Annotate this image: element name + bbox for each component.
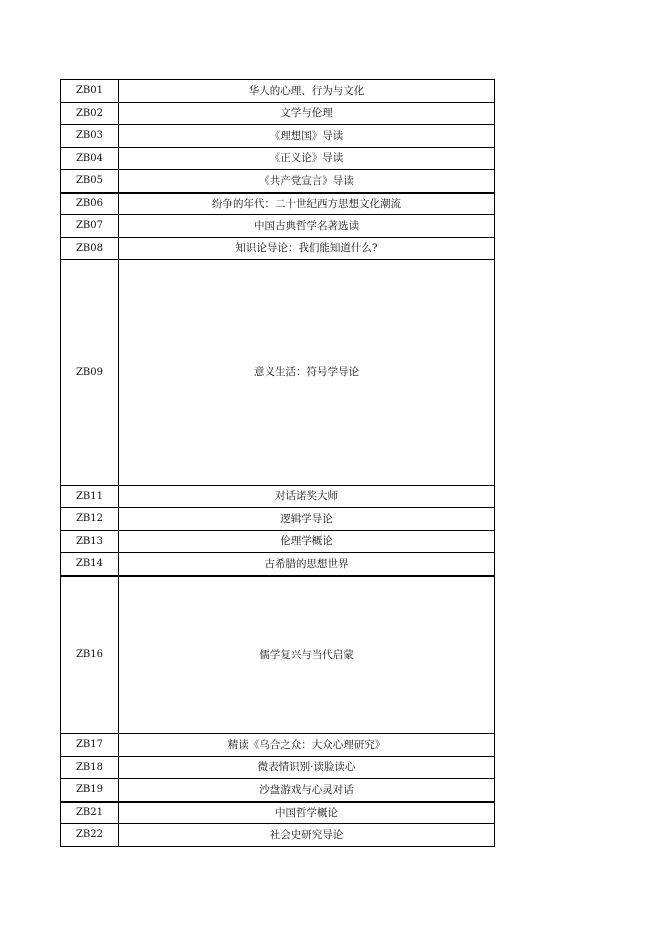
table-row [61,80,495,103]
table-row [61,553,495,576]
course-code-cell[interactable]: ZB18 [61,757,119,779]
course-code-cell[interactable]: ZB03 [61,125,119,148]
table-row [61,215,495,238]
course-name-cell[interactable]: 对话诺奖大师 [119,486,495,508]
course-code-cell[interactable]: ZB14 [61,553,119,576]
course-name-cell[interactable]: 《理想国》导读 [119,125,495,148]
course-name-cell[interactable]: 中国哲学概论 [119,802,495,824]
course-name-cell[interactable]: 文学与伦理 [119,103,495,125]
course-name-cell[interactable]: 社会史研究导论 [119,824,495,847]
course-name-cell[interactable]: 中国古典哲学名著选读 [119,215,495,238]
course-name-cell[interactable]: 沙盘游戏与心灵对话 [119,779,495,802]
table-row [61,802,495,824]
course-code-cell[interactable]: ZB22 [61,824,119,847]
course-name-cell[interactable]: 逻辑学导论 [119,508,495,531]
table-row [61,508,495,531]
table-row [61,103,495,125]
course-code-cell[interactable]: ZB19 [61,779,119,802]
course-code-cell[interactable]: ZB02 [61,103,119,125]
course-code-cell[interactable]: ZB08 [61,238,119,260]
table-row [61,486,495,508]
course-name-cell[interactable]: 华人的心理、行为与文化 [119,80,495,103]
course-code-cell[interactable]: ZB21 [61,802,119,824]
table-row [61,576,495,734]
table-row [61,125,495,148]
course-name-cell[interactable]: 伦理学概论 [119,531,495,553]
course-name-cell[interactable]: 《正义论》导读 [119,148,495,170]
course-code-cell[interactable]: ZB12 [61,508,119,531]
course-name-cell[interactable]: 纷争的年代：二十世纪西方思想文化潮流 [119,193,495,215]
table-row [61,170,495,193]
table-row [61,531,495,553]
course-code-cell[interactable]: ZB16 [61,576,119,734]
course-name-cell[interactable]: 微表情识别·读脸读心 [119,757,495,779]
table-row [61,193,495,215]
course-name-cell[interactable]: 古希腊的思想世界 [119,553,495,576]
table-row [61,238,495,260]
course-name-cell[interactable]: 《共产党宣言》导读 [119,170,495,193]
table-row [61,260,495,486]
course-code-cell[interactable]: ZB13 [61,531,119,553]
course-name-cell[interactable]: 意义生活：符号学导论 [119,260,495,486]
course-name-cell[interactable]: 知识论导论：我们能知道什么? [119,238,495,260]
course-code-cell[interactable]: ZB01 [61,80,119,103]
table-row [61,734,495,757]
course-code-cell[interactable]: ZB05 [61,170,119,193]
course-code-cell[interactable]: ZB09 [61,260,119,486]
table-row [61,779,495,802]
course-code-cell[interactable]: ZB17 [61,734,119,757]
course-code-cell[interactable]: ZB06 [61,193,119,215]
course-code-cell[interactable]: ZB04 [61,148,119,170]
table-row [61,824,495,847]
course-name-cell[interactable]: 精读《乌合之众：大众心理研究》 [119,734,495,757]
table-row [61,757,495,779]
course-table [60,79,495,847]
course-name-cell[interactable]: 儒学复兴与当代启蒙 [119,576,495,734]
course-code-cell[interactable]: ZB07 [61,215,119,238]
table-row [61,148,495,170]
course-code-cell[interactable]: ZB11 [61,486,119,508]
